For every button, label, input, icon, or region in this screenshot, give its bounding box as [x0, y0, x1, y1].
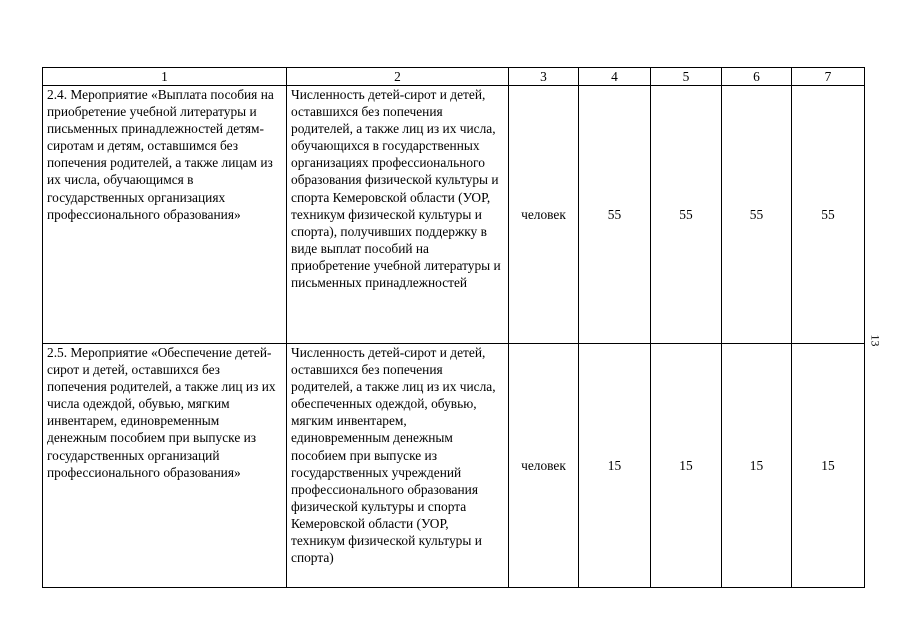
- activity-text: 2.5. Мероприятие «Обеспечение детей-сирот и детей, оставшихся без попечения родителей, а также лиц из их числа одеждой, обувью, мягким инвентарем, единовременным денежным пособием при выпуске из государственных организаций профессионального образования»: [47, 345, 276, 480]
- column-number-4: 4: [579, 68, 651, 86]
- activity-text: 2.4. Мероприятие «Выплата пособия на приобретение учебной литературы и письменных принадлежностей детям-сиротам и детям, оставшимся без попечения родителей, а также лицам из их числа, обучающимся в государственных организациях профессионального образования»: [47, 87, 274, 222]
- value-cell: 55: [792, 86, 865, 344]
- column-number-5: 5: [651, 68, 722, 86]
- program-table: [42, 67, 865, 588]
- page-number: 13: [868, 334, 883, 347]
- value-cell: 15: [722, 344, 792, 588]
- column-number-3: 3: [509, 68, 579, 86]
- unit-cell: человек: [509, 86, 579, 344]
- unit-cell: человек: [509, 344, 579, 588]
- value-cell: 15: [579, 344, 651, 588]
- indicator-cell: [287, 86, 509, 344]
- table-row: [43, 344, 865, 588]
- table-row: [43, 86, 865, 344]
- activity-cell: [43, 86, 287, 344]
- indicator-cell: [287, 344, 509, 588]
- column-number-2: 2: [287, 68, 509, 86]
- column-number-7: 7: [792, 68, 865, 86]
- value-cell: 55: [579, 86, 651, 344]
- header-row: [43, 68, 865, 86]
- indicator-text: Численность детей-сирот и детей, оставшихся без попечения родителей, а также лиц из их числа, обеспеченных одеждой, обувью, мягким инвентарем, единовременным денежным пособием при выпуске из государственных учреждений профессионального образования физической культуры и спорта Кемеровской области (УОР, техникум физической культуры и спорта): [291, 345, 496, 566]
- value-cell: 15: [792, 344, 865, 588]
- activity-cell: [43, 344, 287, 588]
- value-cell: 15: [651, 344, 722, 588]
- column-number-6: 6: [722, 68, 792, 86]
- value-cell: 55: [722, 86, 792, 344]
- column-number-1: 1: [43, 68, 287, 86]
- value-cell: 55: [651, 86, 722, 344]
- indicator-text: Численность детей-сирот и детей, оставшихся без попечения родителей, а также лиц из их числа, обучающихся в государственных организациях профессионального образования физической культуры и спорта Кемеровской области (УОР, техникум физической культуры и спорта), получивших поддержку в виде выплат пособий на приобретение учебной литературы и письменных принадлежностей: [291, 87, 501, 291]
